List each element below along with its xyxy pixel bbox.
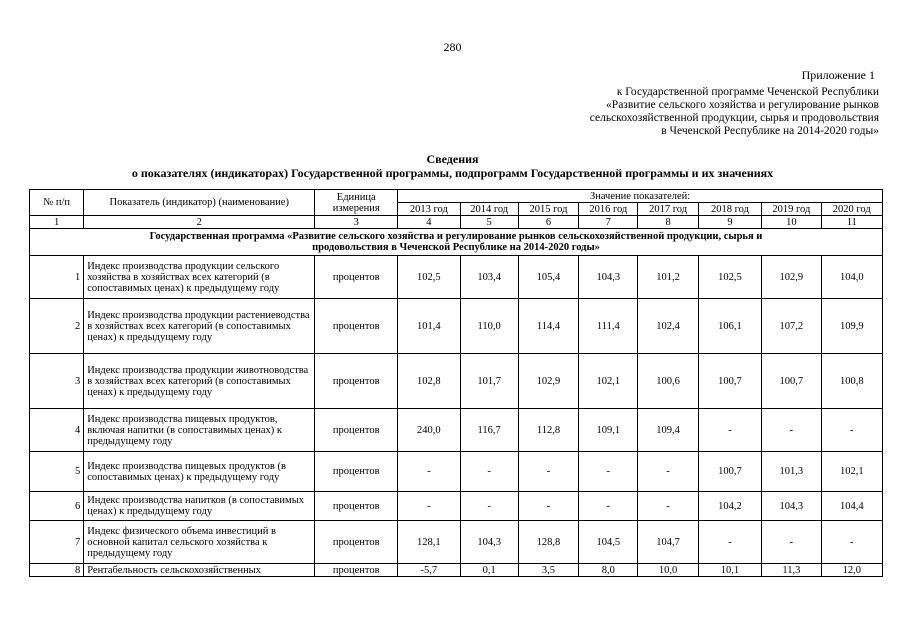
row-value: 112,8 bbox=[518, 409, 578, 452]
row-value: 104,3 bbox=[762, 492, 821, 521]
row-unit: процентов bbox=[315, 299, 398, 354]
column-number-row bbox=[30, 216, 883, 229]
table-row bbox=[30, 299, 883, 354]
subtitle-line: в Чеченской Республике на 2014-2020 годы» bbox=[661, 125, 879, 137]
row-indicator: Индекс производства пищевых продуктов (в сопоставимых ценах) к предыдущему году bbox=[84, 452, 315, 492]
header-row bbox=[30, 190, 883, 203]
table-row bbox=[30, 492, 883, 521]
row-value: 100,7 bbox=[762, 354, 821, 409]
row-value: 104,3 bbox=[579, 256, 638, 299]
row-value: 100,6 bbox=[638, 354, 698, 409]
row-value: 102,5 bbox=[398, 256, 460, 299]
row-value: 106,1 bbox=[698, 299, 761, 354]
row-num: 7 bbox=[30, 521, 84, 564]
row-value: - bbox=[398, 452, 460, 492]
row-unit: процентов bbox=[315, 564, 398, 577]
row-unit: процентов bbox=[315, 409, 398, 452]
row-value: 100,7 bbox=[698, 452, 761, 492]
row-value: 102,4 bbox=[638, 299, 698, 354]
row-value: 128,1 bbox=[398, 521, 460, 564]
row-value: - bbox=[398, 492, 460, 521]
indicators-table bbox=[29, 189, 883, 577]
row-value: 109,1 bbox=[579, 409, 638, 452]
row-value: - bbox=[762, 521, 821, 564]
year-header: 2015 год bbox=[518, 203, 578, 216]
row-unit: процентов bbox=[315, 256, 398, 299]
row-value: - bbox=[821, 521, 883, 564]
column-number: 2 bbox=[84, 216, 315, 229]
row-value: 102,9 bbox=[762, 256, 821, 299]
header-values: Значение показателей: bbox=[398, 190, 883, 203]
column-number: 5 bbox=[460, 216, 518, 229]
column-number: 1 bbox=[30, 216, 84, 229]
row-num: 8 bbox=[30, 564, 84, 577]
column-number: 4 bbox=[398, 216, 460, 229]
row-value: - bbox=[579, 452, 638, 492]
row-value: 128,8 bbox=[518, 521, 578, 564]
row-indicator: Индекс производства продукции животноводства в хозяйствах всех категорий (в сопоставимых ценах) к предыдущему году bbox=[84, 354, 315, 409]
year-header: 2020 год bbox=[821, 203, 883, 216]
row-value: 11,3 bbox=[762, 564, 821, 577]
row-value: 101,7 bbox=[460, 354, 518, 409]
section-title: Государственная программа «Развитие сельского хозяйства и регулирование рынков сельскохозяйственной продукции, сырья и продовольствия в Чеченской Республике на 2014-2020 годы» bbox=[30, 229, 883, 256]
row-indicator: Индекс производства продукции растениеводства в хозяйствах всех категорий (в сопоставимых ценах) к предыдущему году bbox=[84, 299, 315, 354]
row-value: 101,2 bbox=[638, 256, 698, 299]
row-value: 240,0 bbox=[398, 409, 460, 452]
column-number: 8 bbox=[638, 216, 698, 229]
table-row bbox=[30, 256, 883, 299]
year-header: 2016 год bbox=[579, 203, 638, 216]
row-value: 10,1 bbox=[698, 564, 761, 577]
row-value: 104,2 bbox=[698, 492, 761, 521]
row-value: - bbox=[698, 521, 761, 564]
row-value: 110,0 bbox=[460, 299, 518, 354]
row-value: 116,7 bbox=[460, 409, 518, 452]
row-value: 111,4 bbox=[579, 299, 638, 354]
column-number: 7 bbox=[579, 216, 638, 229]
table-row bbox=[30, 564, 883, 577]
year-header: 2019 год bbox=[762, 203, 821, 216]
row-value: 104,7 bbox=[638, 521, 698, 564]
appendix-label: Приложение 1 bbox=[801, 68, 875, 82]
column-number: 11 bbox=[821, 216, 883, 229]
appendix-subtitle bbox=[499, 86, 879, 138]
row-value: 102,1 bbox=[821, 452, 883, 492]
row-num: 5 bbox=[30, 452, 84, 492]
row-value: 101,4 bbox=[398, 299, 460, 354]
row-value: - bbox=[821, 409, 883, 452]
row-indicator: Индекс производства пищевых продуктов, включая напитки (в сопоставимых ценах) к предыдущему году bbox=[84, 409, 315, 452]
row-value: 10,0 bbox=[638, 564, 698, 577]
row-value: - bbox=[518, 492, 578, 521]
row-value: 100,8 bbox=[821, 354, 883, 409]
row-value: 102,9 bbox=[518, 354, 578, 409]
row-value: 114,4 bbox=[518, 299, 578, 354]
row-unit: процентов bbox=[315, 452, 398, 492]
table-row bbox=[30, 452, 883, 492]
row-value: - bbox=[698, 409, 761, 452]
subtitle-line: «Развитие сельского хозяйства и регулирование рынков bbox=[606, 99, 879, 111]
header-unit: Единица измерения bbox=[315, 190, 398, 216]
row-value: - bbox=[579, 492, 638, 521]
row-value: 104,0 bbox=[821, 256, 883, 299]
row-value: - bbox=[762, 409, 821, 452]
row-value: 104,4 bbox=[821, 492, 883, 521]
row-num: 6 bbox=[30, 492, 84, 521]
table-row bbox=[30, 354, 883, 409]
column-number: 10 bbox=[762, 216, 821, 229]
table-row bbox=[30, 409, 883, 452]
row-value: 8,0 bbox=[579, 564, 638, 577]
row-num: 2 bbox=[30, 299, 84, 354]
title-line: о показателях (индикаторах) Государственной программы, подпрограмм Государственной программы и их значениях bbox=[131, 166, 774, 180]
row-value: 104,5 bbox=[579, 521, 638, 564]
row-indicator: Индекс производства напитков (в сопоставимых ценах) к предыдущему году bbox=[84, 492, 315, 521]
row-value: 109,4 bbox=[638, 409, 698, 452]
row-value: - bbox=[518, 452, 578, 492]
row-value: 100,7 bbox=[698, 354, 761, 409]
table-row bbox=[30, 521, 883, 564]
column-number: 3 bbox=[315, 216, 398, 229]
header-num: № п/п bbox=[30, 190, 84, 216]
year-header: 2013 год bbox=[398, 203, 460, 216]
row-value: 102,8 bbox=[398, 354, 460, 409]
row-unit: процентов bbox=[315, 492, 398, 521]
row-num: 1 bbox=[30, 256, 84, 299]
row-value: 104,3 bbox=[460, 521, 518, 564]
subtitle-line: сельскохозяйственной продукции, сырья и продовольствия bbox=[589, 112, 879, 124]
column-number: 6 bbox=[518, 216, 578, 229]
row-value: 12,0 bbox=[821, 564, 883, 577]
document-title bbox=[0, 152, 905, 180]
year-header: 2018 год bbox=[698, 203, 761, 216]
row-num: 3 bbox=[30, 354, 84, 409]
year-header: 2014 год bbox=[460, 203, 518, 216]
row-value: - bbox=[638, 492, 698, 521]
row-num: 4 bbox=[30, 409, 84, 452]
row-value: 101,3 bbox=[762, 452, 821, 492]
row-value: 0,1 bbox=[460, 564, 518, 577]
row-value: 102,1 bbox=[579, 354, 638, 409]
row-unit: процентов bbox=[315, 354, 398, 409]
row-indicator: Индекс производства продукции сельского хозяйства в хозяйствах всех категорий (в сопоставимых ценах) к предыдущему году bbox=[84, 256, 315, 299]
row-indicator: Индекс физического объема инвестиций в основной капитал сельского хозяйства к предыдущему году bbox=[84, 521, 315, 564]
row-value: 109,9 bbox=[821, 299, 883, 354]
section-row bbox=[30, 229, 883, 256]
row-value: 3,5 bbox=[518, 564, 578, 577]
title-line: Сведения bbox=[426, 152, 479, 166]
year-header: 2017 год bbox=[638, 203, 698, 216]
header-indicator: Показатель (индикатор) (наименование) bbox=[84, 190, 315, 216]
row-value: 103,4 bbox=[460, 256, 518, 299]
row-value: - bbox=[460, 452, 518, 492]
row-value: 107,2 bbox=[762, 299, 821, 354]
row-value: 105,4 bbox=[518, 256, 578, 299]
column-number: 9 bbox=[698, 216, 761, 229]
row-value: - bbox=[460, 492, 518, 521]
row-value: -5,7 bbox=[398, 564, 460, 577]
row-value: - bbox=[638, 452, 698, 492]
subtitle-line: к Государственной программе Чеченской Республики bbox=[616, 86, 879, 98]
row-value: 102,5 bbox=[698, 256, 761, 299]
row-indicator: Рентабельность сельскохозяйственных bbox=[84, 564, 315, 577]
page-number: 280 bbox=[443, 40, 462, 54]
row-unit: процентов bbox=[315, 521, 398, 564]
